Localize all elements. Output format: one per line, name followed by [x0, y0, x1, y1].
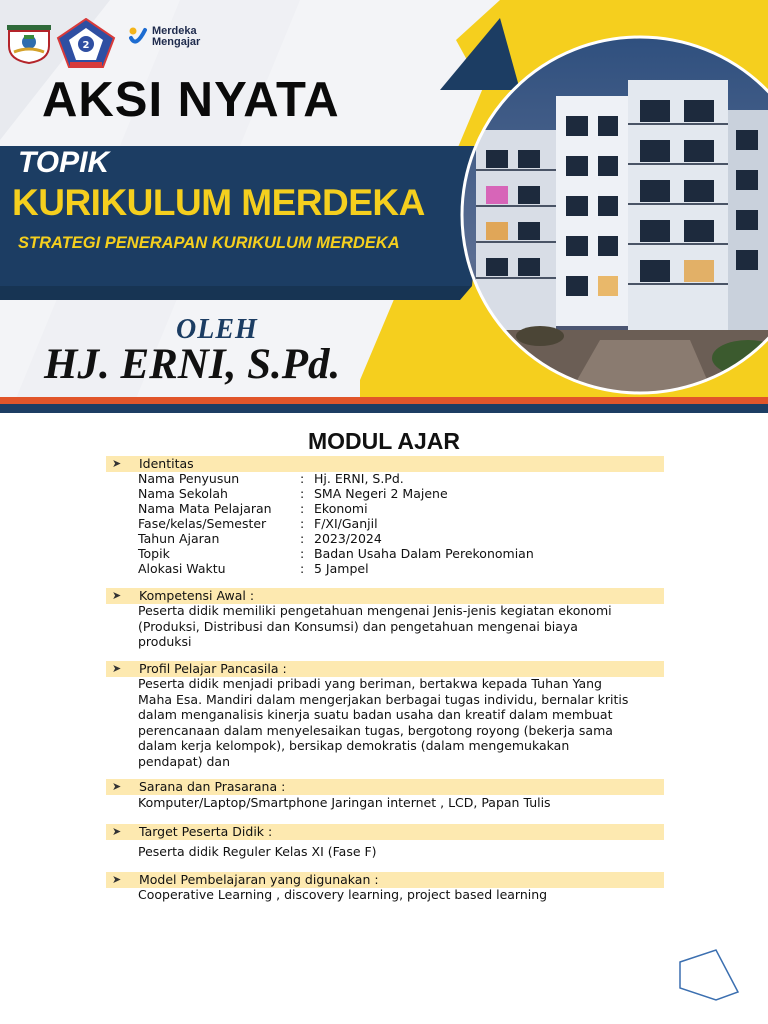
identitas-value: SMA Negeri 2 Majene — [314, 486, 448, 501]
arrow-bullet-icon: ➤ — [112, 825, 122, 838]
section-header-label: Kompetensi Awal : — [139, 588, 255, 603]
section-header-label: Sarana dan Prasarana : — [139, 779, 286, 794]
section-header-label: Profil Pelajar Pancasila : — [139, 661, 287, 676]
paragraph-line: perencanaan dalam menyelesaikan tugas, bergotong royong (bekerja sama — [138, 722, 613, 738]
identitas-row — [138, 546, 534, 561]
identitas-value: 2023/2024 — [314, 531, 382, 546]
oleh-label: OLEH — [176, 314, 258, 345]
merdeka-mengajar-icon — [128, 26, 148, 48]
modul-title: MODUL AJAR — [307, 428, 461, 454]
identitas-colon: : — [300, 561, 305, 576]
identitas-key: Nama Mata Pelajaran — [138, 501, 272, 516]
section-header-label: Target Peserta Didik : — [139, 824, 273, 839]
identitas-colon: : — [300, 471, 305, 486]
identitas-value: 5 Jampel — [314, 561, 369, 576]
merdeka-logo-line2: Mengajar — [152, 36, 201, 48]
topik-title: KURIKULUM MERDEKA — [12, 182, 425, 223]
topik-label: TOPIK — [18, 146, 110, 179]
paragraph-line: dalam kerja kelompok), bersikap demokratis (dalam mengemukakan — [138, 738, 570, 754]
section-header-label: Model Pembelajaran yang digunakan : — [139, 872, 379, 887]
profil-pelajar-text — [138, 676, 658, 770]
identitas-row — [138, 501, 368, 516]
section-header-target-peserta-didik — [106, 824, 664, 840]
identitas-row — [138, 561, 369, 576]
section-header-kompetensi-awal — [106, 588, 664, 604]
author-name: HJ. ERNI, S.Pd. — [44, 341, 341, 388]
identitas-colon: : — [300, 546, 305, 561]
arrow-bullet-icon: ➤ — [112, 589, 122, 602]
paragraph-line: Peserta didik menjadi pribadi yang beriman, bertakwa kepada Tuhan Yang — [138, 676, 602, 691]
identitas-key: Topik — [138, 546, 170, 561]
paragraph-line: Komputer/Laptop/Smartphone Jaringan internet , LCD, Papan Tulis — [138, 795, 551, 810]
paragraph-line: pendapat) dan — [138, 753, 231, 769]
arrow-bullet-icon: ➤ — [112, 780, 122, 793]
cover-banner — [0, 0, 768, 413]
identitas-key: Fase/kelas/Semester — [138, 516, 267, 531]
identitas-colon: : — [300, 501, 305, 516]
arrow-bullet-icon: ➤ — [112, 873, 122, 886]
identitas-value: F/XI/Ganjil — [314, 516, 378, 531]
target-peserta-text — [138, 844, 658, 860]
section-header-model-pembelajaran — [106, 872, 664, 888]
cover-title: AKSI NYATA — [42, 73, 340, 127]
sarana-prasarana-text — [138, 795, 658, 811]
arrow-bullet-icon: ➤ — [112, 457, 122, 470]
paragraph-line: produksi — [138, 634, 192, 650]
identitas-value: Hj. ERNI, S.Pd. — [314, 471, 404, 486]
identitas-key: Tahun Ajaran — [138, 531, 220, 546]
paragraph-line: Cooperative Learning , discovery learning, project based learning — [138, 887, 548, 902]
identitas-key: Nama Penyusun — [138, 471, 240, 486]
corner-arrow-icon — [678, 948, 740, 1002]
school-emblem-icon — [56, 18, 116, 68]
paragraph-line: Maha Esa. Mandiri dalam mengerjakan berbagai tugas individu, bernalar kritis — [138, 691, 629, 707]
cover-subtitle: STRATEGI PENERAPAN KURIKULUM MERDEKA — [18, 234, 400, 252]
identitas-key: Nama Sekolah — [138, 486, 228, 501]
svg-text:2: 2 — [82, 40, 90, 51]
identitas-row — [138, 516, 378, 531]
identitas-row — [138, 531, 382, 546]
identitas-colon: : — [300, 486, 305, 501]
paragraph-line: Peserta didik memiliki pengetahuan mengenai Jenis-jenis kegiatan ekonomi — [138, 603, 612, 618]
paragraph-line: (Produksi, Distribusi dan Konsumsi) dan pengetahuan mengenai biaya — [138, 618, 578, 634]
identitas-row — [138, 471, 404, 486]
paragraph-line: dalam menganalisis kinerja suatu badan usaha dan kreatif dalam membuat — [138, 707, 613, 723]
kompetensi-awal-text — [138, 603, 658, 650]
paragraph-line: Peserta didik Reguler Kelas XI (Fase F) — [138, 844, 377, 859]
identitas-key: Alokasi Waktu — [138, 561, 226, 576]
section-header-label: Identitas — [139, 456, 194, 471]
identitas-row — [138, 486, 448, 501]
merdeka-mengajar-logo — [128, 26, 200, 48]
kabupaten-crest-icon — [6, 24, 52, 64]
identitas-colon: : — [300, 531, 305, 546]
section-header-identitas — [106, 456, 664, 472]
arrow-bullet-icon: ➤ — [112, 662, 122, 675]
model-pembelajaran-text — [138, 887, 658, 903]
identitas-value: Ekonomi — [314, 501, 368, 516]
section-header-sarana-prasarana — [106, 779, 664, 795]
identitas-value: Badan Usaha Dalam Perekonomian — [314, 546, 534, 561]
merdeka-logo-line1: Merdeka — [152, 25, 197, 37]
section-header-profil-pelajar-pancasila — [106, 661, 664, 677]
identitas-colon: : — [300, 516, 305, 531]
